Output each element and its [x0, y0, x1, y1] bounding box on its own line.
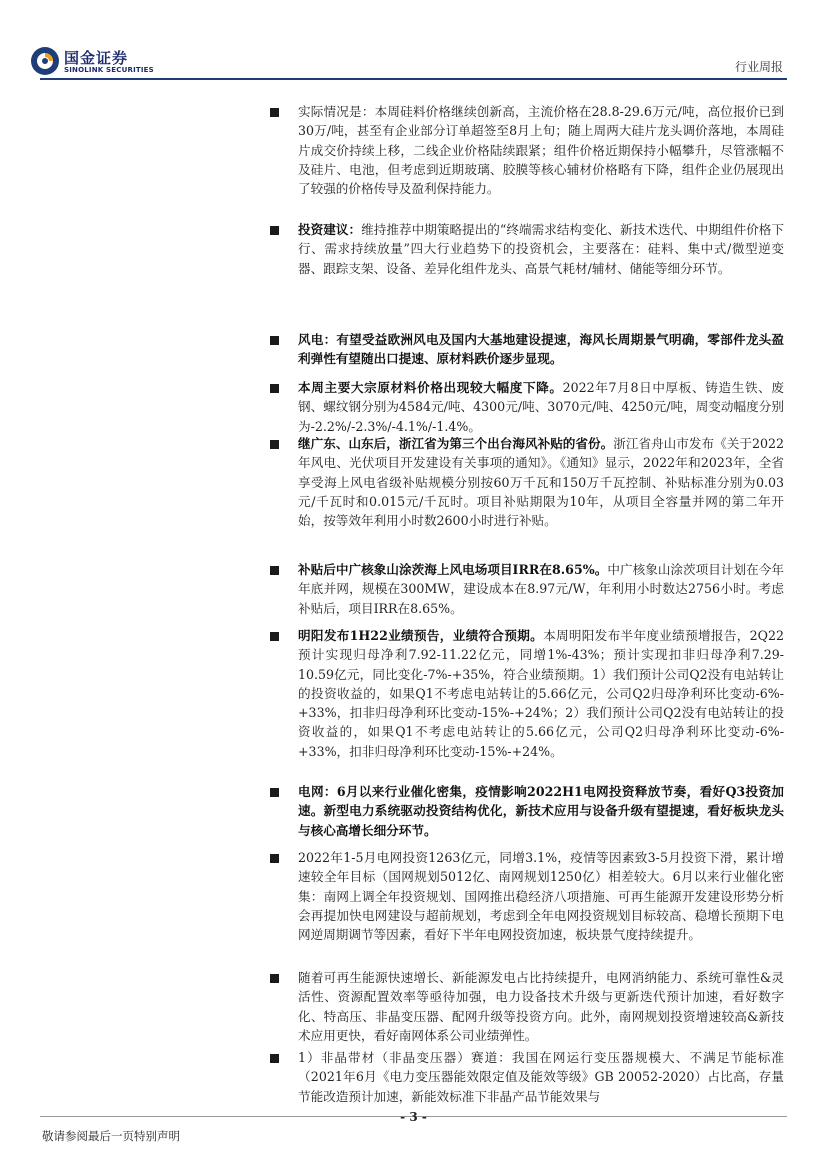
paragraph-lead: 投资建议：: [298, 222, 362, 237]
paragraph-body: 随着可再生能源快速增长、新能源发电占比持续提升，电网消纳能力、系统可靠性&灵活性、资源配置效率等亟待加强，电力设备技术升级与更新迭代预计加速，看好数字化、特高压、非晶变压器、配网升级等投资方向。此外，南网规划投资增速较高&新技术应用更快，看好南网体系公司业绩弹性。: [298, 970, 784, 1043]
square-bullet-icon: [270, 440, 279, 449]
logo-chinese-name: 国金证券: [64, 49, 129, 67]
square-bullet-icon: [270, 974, 279, 983]
square-bullet-icon: [270, 384, 279, 393]
page-number: - 3 -: [400, 1110, 427, 1124]
paragraph: [298, 434, 784, 530]
paragraph: [298, 968, 784, 1045]
square-bullet-icon: [270, 226, 279, 235]
paragraph-lead: 本周主要大宗原材料价格出现较大幅度下降。: [298, 380, 563, 395]
paragraph: [298, 560, 784, 618]
paragraph-lead: 电网：6月以来行业催化密集，疫情影响2022H1电网投资释放节奏，看好Q3投资加速。新型电力系统驱动投资结构优化，新技术应用与设备升级有望提速，看好板块龙头与核心高增长细分环节。: [298, 784, 784, 838]
paragraph: [298, 848, 784, 944]
paragraph-body: 中广核象山涂茨项目计划在今年年底并网，规模在300MW，建设成本在8.97元/W，年利用小时数达2756小时。考虑补贴后，项目IRR在8.65%。: [298, 562, 784, 616]
paragraph-body: 维持推荐中期策略提出的“终端需求结构变化、新技术迭代、中期组件价格下行、需求持续放量”四大行业趋势下的投资机会，主要落在：硅料、集中式/微型逆变器、跟踪支架、设备、差异化组件龙头、高景气耗材/辅材、储能等细分环节。: [298, 222, 784, 276]
square-bullet-icon: [270, 336, 279, 345]
paragraph: [298, 330, 784, 369]
paragraph: [298, 782, 784, 840]
paragraph: [298, 102, 784, 198]
square-bullet-icon: [270, 566, 279, 575]
paragraph: [298, 378, 784, 436]
paragraph-lead: 风电：有望受益欧洲风电及国内大基地建设提速，海风长周期景气明确，零部件龙头盈利弹性有望随出口提速、原材料跌价逐步显现。: [298, 332, 784, 367]
square-bullet-icon: [270, 632, 279, 641]
company-logo: [30, 46, 190, 80]
square-bullet-icon: [270, 854, 279, 863]
square-bullet-icon: [270, 108, 279, 117]
paragraph-lead: 补贴后中广核象山涂茨海上风电场项目IRR在8.65%。: [298, 562, 608, 577]
paragraph: [298, 626, 784, 761]
paragraph-body: 实际情况是：本周硅料价格继续创新高，主流价格在28.8-29.6万元/吨，高位报价已到30万/吨，甚至有企业部分订单超签至8月上旬；随上周两大硅片龙头调价落地，本周硅片成交价持续上移，二线企业价格陆续跟紧；组件价格近期保持小幅攀升，尽管涨幅不及硅片、电池，但考虑到近期玻璃、胶膜等核心辅材价格略有下降，组件企业仍展现出了较强的价格传导及盈利保持能力。: [298, 104, 784, 197]
header-divider: [40, 78, 787, 80]
paragraph-lead: 继广东、山东后，浙江省为第三个出台海风补贴的省份。: [298, 436, 614, 451]
report-type-label: 行业周报: [734, 60, 783, 74]
footer-disclaimer: 敬请参阅最后一页特别声明: [42, 1129, 180, 1143]
square-bullet-icon: [270, 788, 279, 797]
sinolink-logo-icon: [30, 46, 60, 76]
paragraph-body: 2022年1-5月电网投资1263亿元，同增3.1%，疫情等因素致3-5月投资下滑，累计增速较全年目标（国网规划5012亿、南网规划1250亿）相差较大。6月以来行业催化密集：南网上调全年投资规划、国网推出稳经济八项措施、可再生能源开发建设形势分析会再提加快电网建设与超前规划，考虑到全年电网投资规划目标较高、稳增长预期下电网逆周期调节等因素，看好下半年电网投资加速，板块景气度持续提升。: [298, 850, 784, 943]
page-header: [0, 0, 827, 90]
paragraph: [298, 1048, 784, 1106]
paragraph: [298, 220, 784, 278]
paragraph-body: 浙江省舟山市发布《关于2022年风电、光伏项目开发建设有关事项的通知》。《通知》显示，2022年和2023年，全省享受海上风电省级补贴规模分别按60万千瓦和150万千瓦控制、补贴标准分别为0.03元/千瓦时和0.015元/千瓦时。项目补贴期限为10年，从项目全容量并网的第二年开始，按等效年利用小时数2600小时进行补贴。: [298, 436, 784, 529]
square-bullet-icon: [270, 1054, 279, 1063]
paragraph-body: 2022年7月8日中厚板、铸造生铁、废钢、螺纹钢分别为4584元/吨、4300元/吨、3070元/吨、4250元/吨，周变动幅度分别为-2.2%/-2.3%/-4.1%/-1.4%。: [298, 380, 785, 434]
paragraph-lead: 明阳发布1H22业绩预告，业绩符合预期。: [298, 628, 544, 643]
paragraph-body: 1）非晶带材（非晶变压器）赛道：我国在网运行变压器规模大、不满足节能标准（2021年6月《电力变压器能效限定值及能效等级》GB 20052-2020）占比高，存量节能改造预计加速，新能效标准下非晶产品节能效果与: [298, 1050, 784, 1104]
logo-english-name: SINOLINK SECURITIES: [64, 66, 154, 74]
paragraph-body: 本周明阳发布半年度业绩预增报告，2Q22预计实现归母净利7.92-11.22亿元，同增1%-43%；预计实现扣非归母净利7.29-10.59亿元，同比变化-7%-+35%，符合业绩预期。1）我们预计公司Q2没有电站转让的投资收益的，如果Q1不考虑电站转让的5.66亿元，公司Q2归母净利环比变动-6%-+33%，扣非归母净利环比变动-15%-+24%；2）我们预计公司Q2没有电站转让的投资收益的，如果Q1不考虑电站转让的5.66亿元，公司Q2归母净利环比变动-6%-+33%，扣非归母净利环比变动-15%-+24%。: [298, 628, 785, 759]
